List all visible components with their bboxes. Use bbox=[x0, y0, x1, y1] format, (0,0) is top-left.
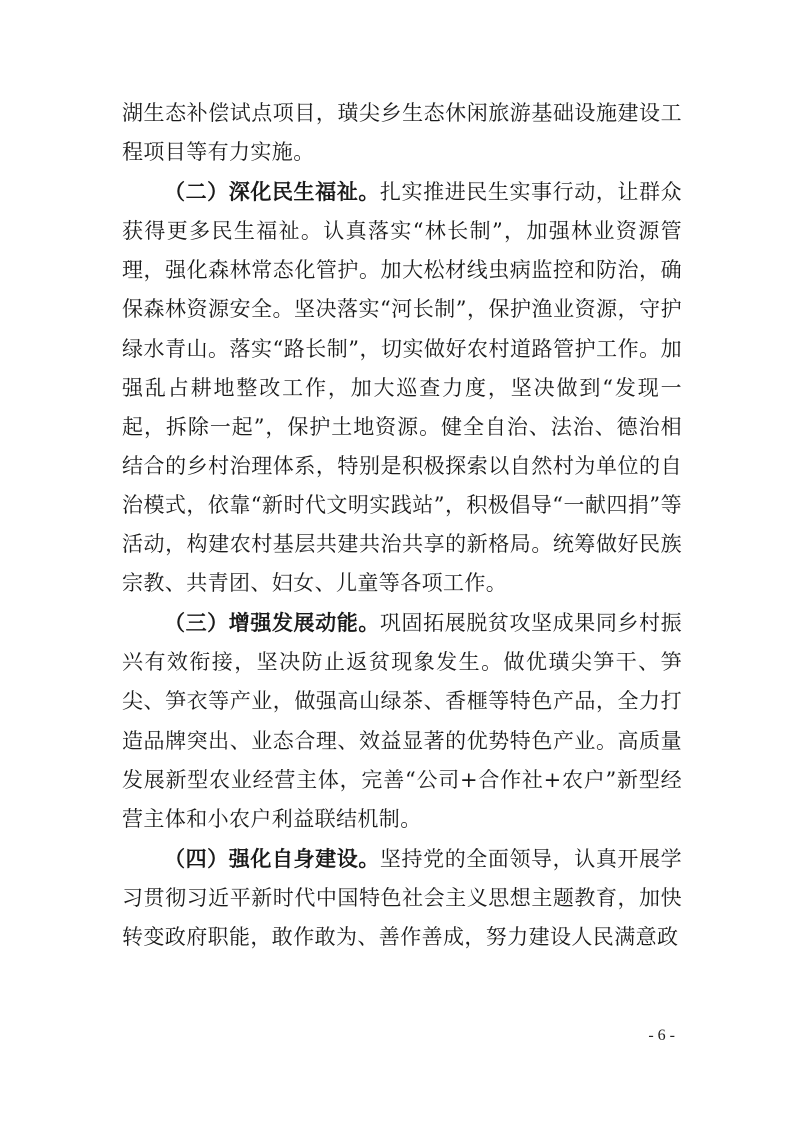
section-heading: （二）深化民生福祉。 bbox=[164, 179, 380, 205]
paragraph-body: 巩固拓展脱贫攻坚成果同乡村振兴有效衔接，坚决防止返贫现象发生。做优璜尖笋干、笋尖、笋衣等产业，做强高山绿茶、香榧等特色产品，全力打造品牌突出、业态合理、效益显著的优势特色产业。高质量发展新型农业经营主体，完善“公司+合作社+农户”新型经营主体和小农户利益联结机制。 bbox=[122, 611, 683, 831]
paragraph-body: 湖生态补偿试点项目，璜尖乡生态休闲旅游基础设施建设工程项目等有力实施。 bbox=[122, 101, 682, 165]
paragraph-development-momentum bbox=[122, 603, 682, 839]
paragraph-body: 扎实推进民生实事行动，让群众获得更多民生福祉。认真落实“林长制”，加强林业资源管理，强化森林常态化管护。加大松材线虫病监控和防治，确保森林资源安全。坚决落实“河长制”，保护渔业资源，守护绿水青山。落实“路长制”，切实做好农村道路管护工作。加强乱占耕地整改工作，加大巡查力度，坚决做到“发现一起，拆除一起”，保护土地资源。健全自治、法治、德治相结合的乡村治理体系，特别是积极探索以自然村为单位的自治模式，依靠“新时代文明实践站”，积极倡导“一献四捐”等活动，构建农村基层共建共治共享的新格局。统筹做好民族宗教、共青团、妇女、儿童等各项工作。 bbox=[122, 180, 683, 596]
paragraph-self-building bbox=[122, 839, 682, 957]
paragraph-deepen-livelihood bbox=[122, 172, 682, 603]
paragraph-body: 坚持党的全面领导，认真开展学习贯彻习近平新时代中国特色社会主义思想主题教育，加快转变政府职能，敢作敢为、善作善成，努力建设人民满意政 bbox=[122, 846, 683, 949]
body-text bbox=[122, 94, 682, 957]
page-number: - 6 - bbox=[648, 1027, 675, 1044]
section-heading: （三）增强发展动能。 bbox=[164, 610, 380, 636]
section-heading: （四）强化自身建设。 bbox=[164, 845, 380, 871]
paragraph-continuation bbox=[122, 94, 682, 172]
